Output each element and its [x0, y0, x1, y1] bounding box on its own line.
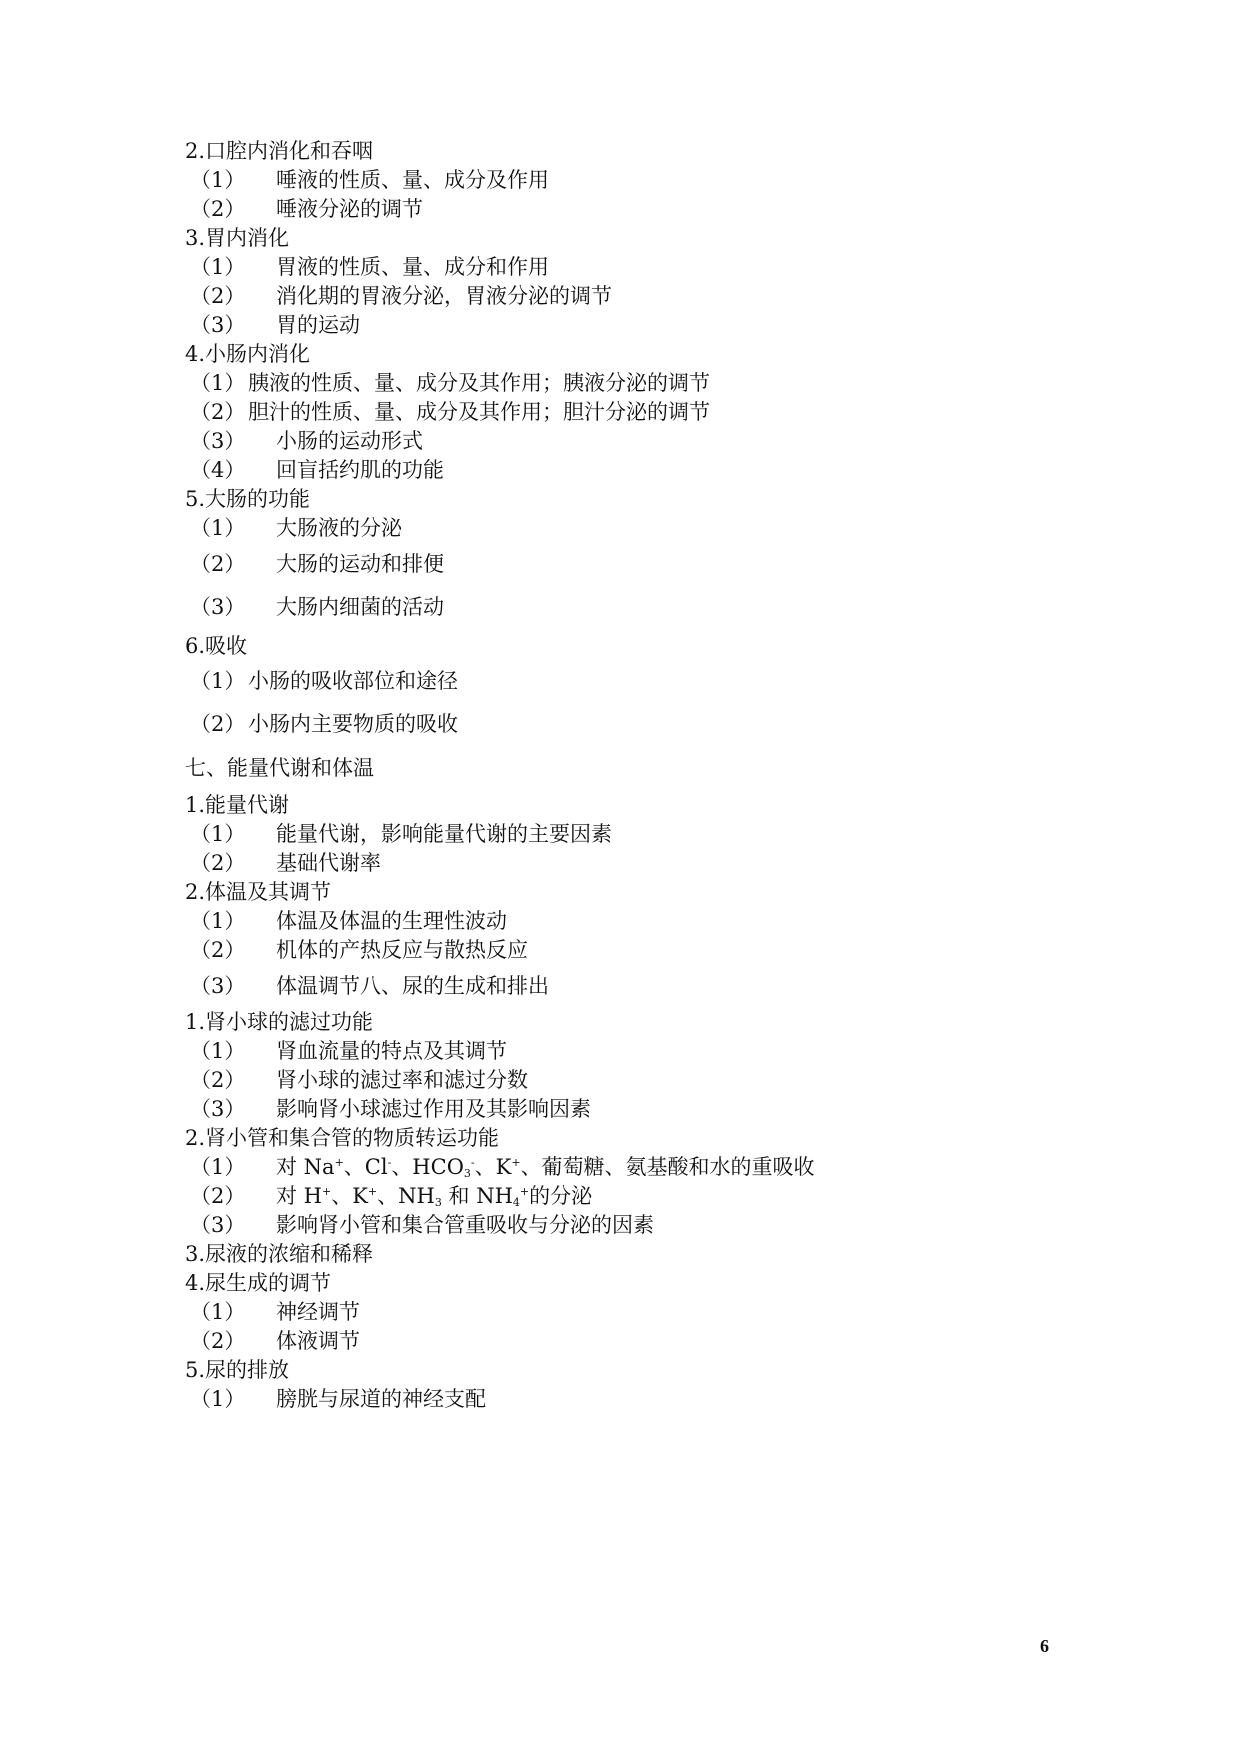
list-item: （3） 小肠的运动形式 [190, 429, 423, 453]
list-item: （1） 小肠的吸收部位和途径 [190, 669, 458, 693]
page-number: 6 [1040, 1636, 1049, 1656]
list-item: （2） 胆汁的性质、量、成分及其作用；胆汁分泌的调节 [190, 400, 710, 424]
list-item: （1） 能量代谢，影响能量代谢的主要因素 [190, 822, 612, 846]
heading-gastric-digestion: 3.胃内消化 [185, 226, 290, 250]
list-item: （2） 大肠的运动和排便 [190, 552, 444, 576]
list-item-reabsorption-ions: （1） 对 Na+、Cl-、$HCO_3^-$、K+、葡萄糖、氨基酸和水的重吸收 [190, 1155, 815, 1180]
heading-tubular-transport: 2.肾小管和集合管的物质转运功能 [185, 1126, 500, 1150]
list-item: （2） 体液调节 [190, 1329, 360, 1353]
list-item: （3） 体温调节八、尿的生成和排出 [190, 974, 549, 998]
list-item: （2） 唾液分泌的调节 [190, 197, 423, 221]
heading-large-intestine: 5.大肠的功能 [185, 487, 311, 511]
list-item: （3） 胃的运动 [190, 313, 360, 337]
list-item: （1） 胰液的性质、量、成分及其作用；胰液分泌的调节 [190, 371, 710, 395]
list-item: （1） 大肠液的分泌 [190, 516, 402, 540]
list-item: （1） 体温及体温的生理性波动 [190, 909, 507, 933]
list-item-secretion-ions: （2） 对 H+、K+、$NH_3$ 和 $NH_4^+$的分泌 [190, 1184, 593, 1209]
list-item: （2） 肾小球的滤过率和滤过分数 [190, 1068, 528, 1092]
list-item: （3） 大肠内细菌的活动 [190, 595, 444, 619]
list-item: （1） 唾液的性质、量、成分及作用 [190, 168, 549, 192]
heading-urine-concentration: 3.尿液的浓缩和稀释 [185, 1242, 374, 1266]
list-item: （2） 消化期的胃液分泌，胃液分泌的调节 [190, 284, 612, 308]
heading-glomerular-filtration: 1.肾小球的滤过功能 [185, 1010, 374, 1034]
heading-small-intestine-digestion: 4.小肠内消化 [185, 342, 311, 366]
list-item: （4） 回盲括约肌的功能 [190, 458, 444, 482]
list-item: （2） 基础代谢率 [190, 851, 381, 875]
heading-body-temperature: 2.体温及其调节 [185, 880, 332, 904]
section-heading-energy-metabolism: 七、能量代谢和体温 [185, 756, 374, 780]
heading-absorption: 6.吸收 [185, 634, 248, 658]
heading-energy-metabolism: 1.能量代谢 [185, 793, 290, 817]
list-item: （2） 机体的产热反应与散热反应 [190, 938, 528, 962]
heading-urine-excretion: 5.尿的排放 [185, 1358, 290, 1382]
list-item: （1） 膀胱与尿道的神经支配 [190, 1387, 486, 1411]
list-item: （1） 胃液的性质、量、成分和作用 [190, 255, 549, 279]
list-item: （1） 神经调节 [190, 1300, 360, 1324]
list-item: （2） 小肠内主要物质的吸收 [190, 712, 458, 736]
list-item: （3） 影响肾小球滤过作用及其影响因素 [190, 1097, 591, 1121]
heading-urine-regulation: 4.尿生成的调节 [185, 1271, 332, 1295]
list-item: （1） 肾血流量的特点及其调节 [190, 1039, 507, 1063]
list-item: （3） 影响肾小管和集合管重吸收与分泌的因素 [190, 1213, 654, 1237]
heading-oral-digestion: 2.口腔内消化和吞咽 [185, 139, 374, 163]
